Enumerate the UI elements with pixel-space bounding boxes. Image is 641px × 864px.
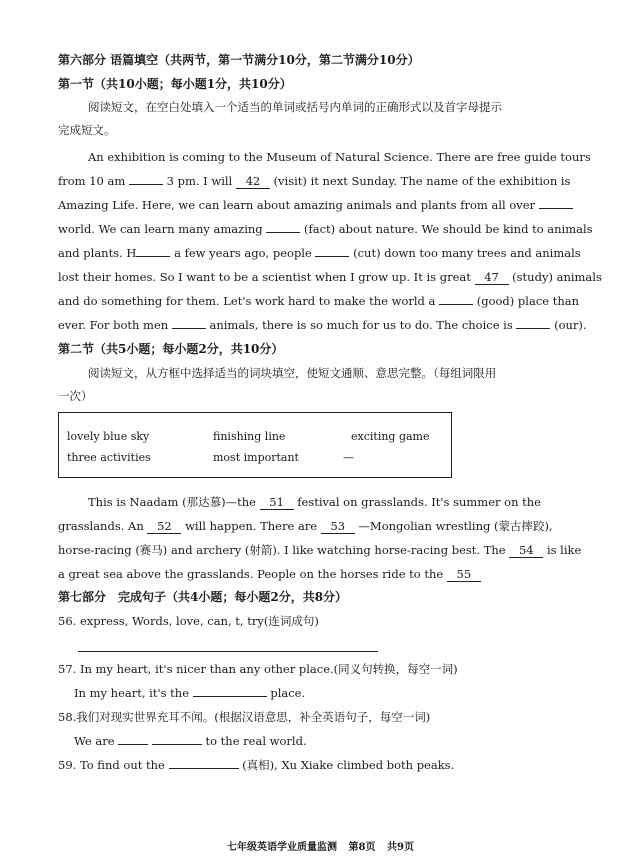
passage-line [58, 197, 548, 213]
blank-43[interactable] [539, 208, 573, 209]
blank-46[interactable] [315, 256, 349, 257]
section1-instruction-cont: 完成短文。 [58, 123, 116, 137]
question-56: 56. express, Words, love, can, t, try(连词成句) [58, 614, 319, 628]
answer-58 [74, 733, 564, 749]
passage-line [58, 221, 593, 237]
text-span: ever. For both men [58, 318, 169, 332]
blank-45[interactable] [136, 256, 170, 257]
text-span: lost their homes. So I want to be a scientist when I grow up. It is great [58, 270, 471, 284]
text-span: (good) place than [476, 294, 580, 308]
page-footer [0, 838, 641, 853]
page-number: 第8页 [348, 842, 376, 853]
blank-44[interactable] [266, 232, 300, 233]
text-span: This is Naadam (那达慕)—the [88, 495, 256, 509]
question-58: 58.我们对现实世界充耳不闻。(根据汉语意思，补全英语句子，每空一词) [58, 710, 431, 724]
blank-54[interactable]: 54 [509, 544, 543, 558]
blank-42[interactable]: 42 [236, 175, 270, 189]
question-59 [58, 757, 548, 773]
text-span: (study) animals [512, 270, 602, 284]
part6-heading: 第六部分 语篇填空（共两节，第一节满分10分，第二节满分10分） [58, 53, 420, 67]
blank-58b[interactable] [152, 744, 202, 745]
section2-heading: 第二节（共5小题；每小题2分，共10分） [58, 342, 284, 356]
blank-59[interactable] [169, 768, 239, 769]
text-span: (fact) about nature. We should be kind to animals [303, 222, 593, 236]
word-option: most important [213, 451, 299, 464]
section1-instruction: 阅读短文，在空白处填入一个适当的单词或括号内单词的正确形式以及首字母提示 [88, 100, 502, 114]
blank-57[interactable] [193, 696, 267, 697]
passage2-line [58, 542, 582, 558]
text-span: a few years ago, people [174, 246, 312, 260]
text-span: place. [270, 686, 306, 700]
blank-58a[interactable] [118, 744, 148, 745]
text-span: We are [74, 734, 115, 748]
part7-heading: 第七部分 完成句子（共4小题；每小题2分，共8分） [58, 590, 348, 604]
text-span: will happen. There are [185, 519, 318, 533]
text-span: and plants. H [58, 246, 137, 260]
passage-line: An exhibition is coming to the Museum of Natural Science. There are free guide tours [88, 150, 591, 164]
text-span: 59. To find out the [58, 758, 165, 772]
blank-53[interactable]: 53 [321, 520, 355, 534]
blank-52[interactable]: 52 [147, 520, 181, 534]
text-span: horse-racing (赛马) and archery (射箭). I like watching horse-racing best. The [58, 543, 506, 557]
text-span: (visit) it next Sunday. The name of the exhibition is [273, 174, 571, 188]
blank-41[interactable] [129, 184, 163, 185]
word-option: exciting game [351, 430, 430, 443]
text-span: is like [546, 543, 582, 557]
blank-48[interactable] [439, 304, 473, 305]
passage-line [58, 173, 571, 189]
passage2-line [88, 494, 548, 510]
word-option: three activities [67, 451, 151, 464]
answer-line-56[interactable] [78, 651, 378, 652]
text-span: and do something for them. Let's work hard to make the world a [58, 294, 436, 308]
section1-heading: 第一节（共10小题；每小题1分，共10分） [58, 77, 292, 91]
footer-title: 七年级英语学业质量监测 [227, 842, 338, 853]
text-span: festival on grasslands. It's summer on the [297, 495, 541, 509]
word-option: finishing line [213, 430, 286, 443]
text-span: (our). [554, 318, 587, 332]
text-span: In my heart, it's the [74, 686, 190, 700]
word-option: — [343, 451, 354, 464]
word-box [58, 412, 452, 478]
text-span: (cut) down too many trees and animals [353, 246, 581, 260]
word-option: lovely blue sky [67, 430, 150, 443]
text-span: world. We can learn many amazing [58, 222, 263, 236]
text-span: Amazing Life. Here, we can learn about amazing animals and plants from all over [58, 198, 536, 212]
section2-instruction: 阅读短文，从方框中选择适当的词块填空，使短文通顺、意思完整。（每组词限用 [88, 366, 497, 380]
answer-57 [74, 685, 564, 701]
blank-47[interactable]: 47 [475, 271, 509, 285]
text-span: a great sea above the grasslands. People on the horses ride to the [58, 567, 444, 581]
passage-line [58, 293, 580, 309]
text-span: from 10 am [58, 174, 126, 188]
text-span: —Mongolian wrestling (蒙古摔跤), [358, 519, 553, 533]
text-span: animals, there is so much for us to do. The choice is [209, 318, 513, 332]
section2-instruction-cont: 一次） [58, 389, 93, 403]
page-total: 共9页 [386, 842, 414, 853]
passage-line [58, 317, 587, 333]
text-span: to the real world. [205, 734, 307, 748]
question-57: 57. In my heart, it's nicer than any other place.(同义句转换，每空一词) [58, 662, 458, 676]
text-span: 3 pm. I will [166, 174, 233, 188]
passage2-line [58, 518, 553, 534]
text-span: (真相), Xu Xiake climbed both peaks. [242, 758, 455, 772]
passage-line [58, 245, 581, 261]
blank-49[interactable] [172, 328, 206, 329]
text-span: grasslands. An [58, 519, 144, 533]
passage2-line [58, 566, 548, 582]
blank-55[interactable]: 55 [447, 568, 481, 582]
passage-line [58, 269, 602, 285]
blank-51[interactable]: 51 [260, 496, 294, 510]
blank-50[interactable] [516, 328, 550, 329]
